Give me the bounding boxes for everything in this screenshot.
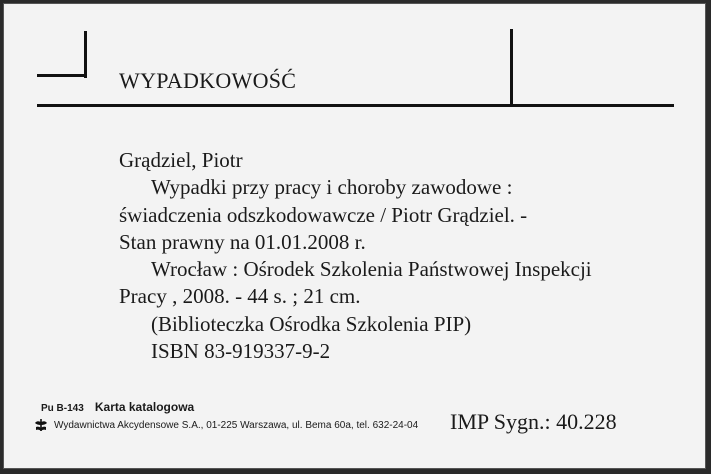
- publisher-imprint: [34, 418, 418, 432]
- isbn: ISBN 83-919337-9-2: [151, 339, 331, 364]
- form-title: Karta katalogowa: [94, 400, 195, 414]
- title-line: Stan prawny na 01.01.2008 r.: [119, 229, 366, 254]
- subject-heading: WYPADKOWOŚĆ: [119, 68, 297, 93]
- publication-line: Wrocław : Ośrodek Szkolenia Państwowej Inspekcji: [151, 257, 592, 282]
- title-line: świadczenia odszkodowawcze / Piotr Grądziel. -: [119, 202, 528, 227]
- publisher-text: Wydawnictwa Akcydensowe S.A., 01-225 Warszawa, ul. Bema 60a, tel. 632-24-04: [54, 419, 419, 431]
- form-label: [41, 400, 194, 414]
- publication-line: Pracy , 2008. - 44 s. ; 21 cm.: [119, 284, 361, 309]
- heading-divider: [510, 29, 513, 107]
- catalog-entry: [119, 147, 592, 365]
- title-line: Wypadki przy pracy i choroby zawodowe :: [151, 175, 513, 200]
- book-tree-logo-icon: [34, 418, 48, 432]
- corner-bracket-horizontal: [37, 74, 87, 77]
- catalog-card: [3, 3, 706, 469]
- form-code: Pu B-143: [41, 403, 84, 414]
- series-statement: (Biblioteczka Ośrodka Szkolenia PIP): [151, 311, 472, 336]
- call-number: IMP Sygn.: 40.228: [450, 409, 617, 434]
- corner-bracket-vertical: [84, 31, 87, 78]
- author: Grądziel, Piotr: [119, 148, 243, 172]
- heading-rule: [37, 104, 674, 107]
